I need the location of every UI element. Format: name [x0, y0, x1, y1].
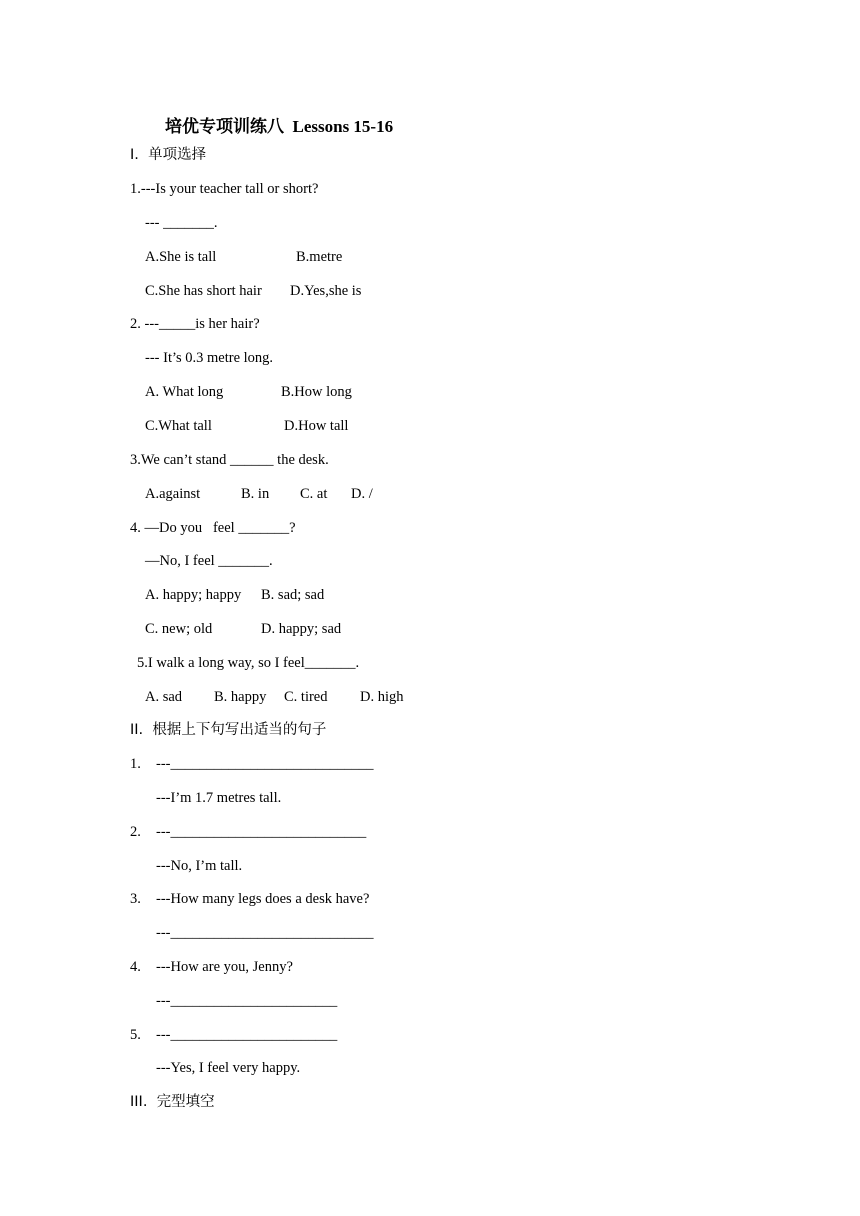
q5-stem: 5.I walk a long way, so I feel_______. [137, 655, 360, 671]
s2-item-4-line2: ---_______________________ [156, 993, 338, 1009]
q2-option-d: D.How tall [284, 418, 349, 434]
q3-option-c: C. at [300, 486, 328, 502]
s2-item-1-line2: ---I’m 1.7 metres tall. [156, 790, 282, 806]
s2-item-5-number: 5. [130, 1027, 141, 1043]
q4-option-d: D. happy; sad [261, 621, 342, 637]
s2-item-1-number: 1. [130, 756, 141, 772]
q1-option-c: C.She has short hair [145, 283, 262, 299]
s2-item-3-number: 3. [130, 891, 141, 907]
q1-answer-line: --- _______. [145, 215, 218, 231]
q5-options [0, 688, 860, 796]
q2-option-c: C.What tall [145, 418, 212, 434]
s2-item-4-line1: ---How are you, Jenny? [156, 959, 293, 975]
q5-option-c: C. tired [284, 689, 328, 705]
q4-option-c: C. new; old [145, 621, 213, 637]
q5-option-a: A. sad [145, 689, 183, 705]
s2-item-3-line1: ---How many legs does a desk have? [156, 891, 370, 907]
s2-item-4-number: 4. [130, 959, 141, 975]
q2-stem: 2. ---_____is her hair? [130, 316, 260, 332]
q3-stem: 3.We can’t stand ______ the desk. [130, 452, 329, 468]
q2-answer-line: --- It’s 0.3 metre long. [145, 350, 274, 366]
section-3-heading: III. 完型填空 [130, 1094, 215, 1110]
q4-options-row-2 [0, 620, 860, 692]
q4-option-b: B. sad; sad [261, 587, 325, 603]
q2-options-row-2 [0, 417, 860, 489]
s2-item-2-number: 2. [130, 824, 141, 840]
q1-options-row-2 [0, 282, 860, 354]
section-1-heading: I. 单项选择 [130, 147, 207, 163]
s2-item-2-line2: ---No, I’m tall. [156, 858, 243, 874]
q4-stem: 4. —Do you feel _______? [130, 520, 296, 536]
s2-item-1-line1: ---____________________________ [156, 756, 374, 772]
q5-option-d: D. high [360, 689, 404, 705]
s2-item-2-line1: ---___________________________ [156, 824, 367, 840]
title-cn: 培优专项训练八 [165, 117, 284, 137]
q4-option-a: A. happy; happy [145, 587, 242, 603]
q1-stem: 1.---Is your teacher tall or short? [130, 181, 319, 197]
page-title [165, 112, 393, 137]
s2-item-5-line2: ---Yes, I feel very happy. [156, 1060, 301, 1076]
q1-option-a: A.She is tall [145, 249, 217, 265]
s2-item-3-line2: ---____________________________ [156, 925, 374, 941]
q3-options [0, 485, 860, 593]
s2-item-5-line1: ---_______________________ [156, 1027, 338, 1043]
q1-option-b: B.metre [296, 249, 343, 265]
q2-option-a: A. What long [145, 384, 224, 400]
q4-answer-line: —No, I feel _______. [145, 553, 273, 569]
q3-option-a: A.against [145, 486, 201, 502]
q3-option-b: B. in [241, 486, 270, 502]
q5-option-b: B. happy [214, 689, 267, 705]
q2-option-b: B.How long [281, 384, 352, 400]
q1-option-d: D.Yes,she is [290, 283, 362, 299]
q3-option-d: D. / [351, 486, 373, 502]
title-en: Lessons 15-16 [292, 117, 394, 136]
section-2-heading: II. 根据上下句写出适当的句子 [130, 722, 327, 738]
